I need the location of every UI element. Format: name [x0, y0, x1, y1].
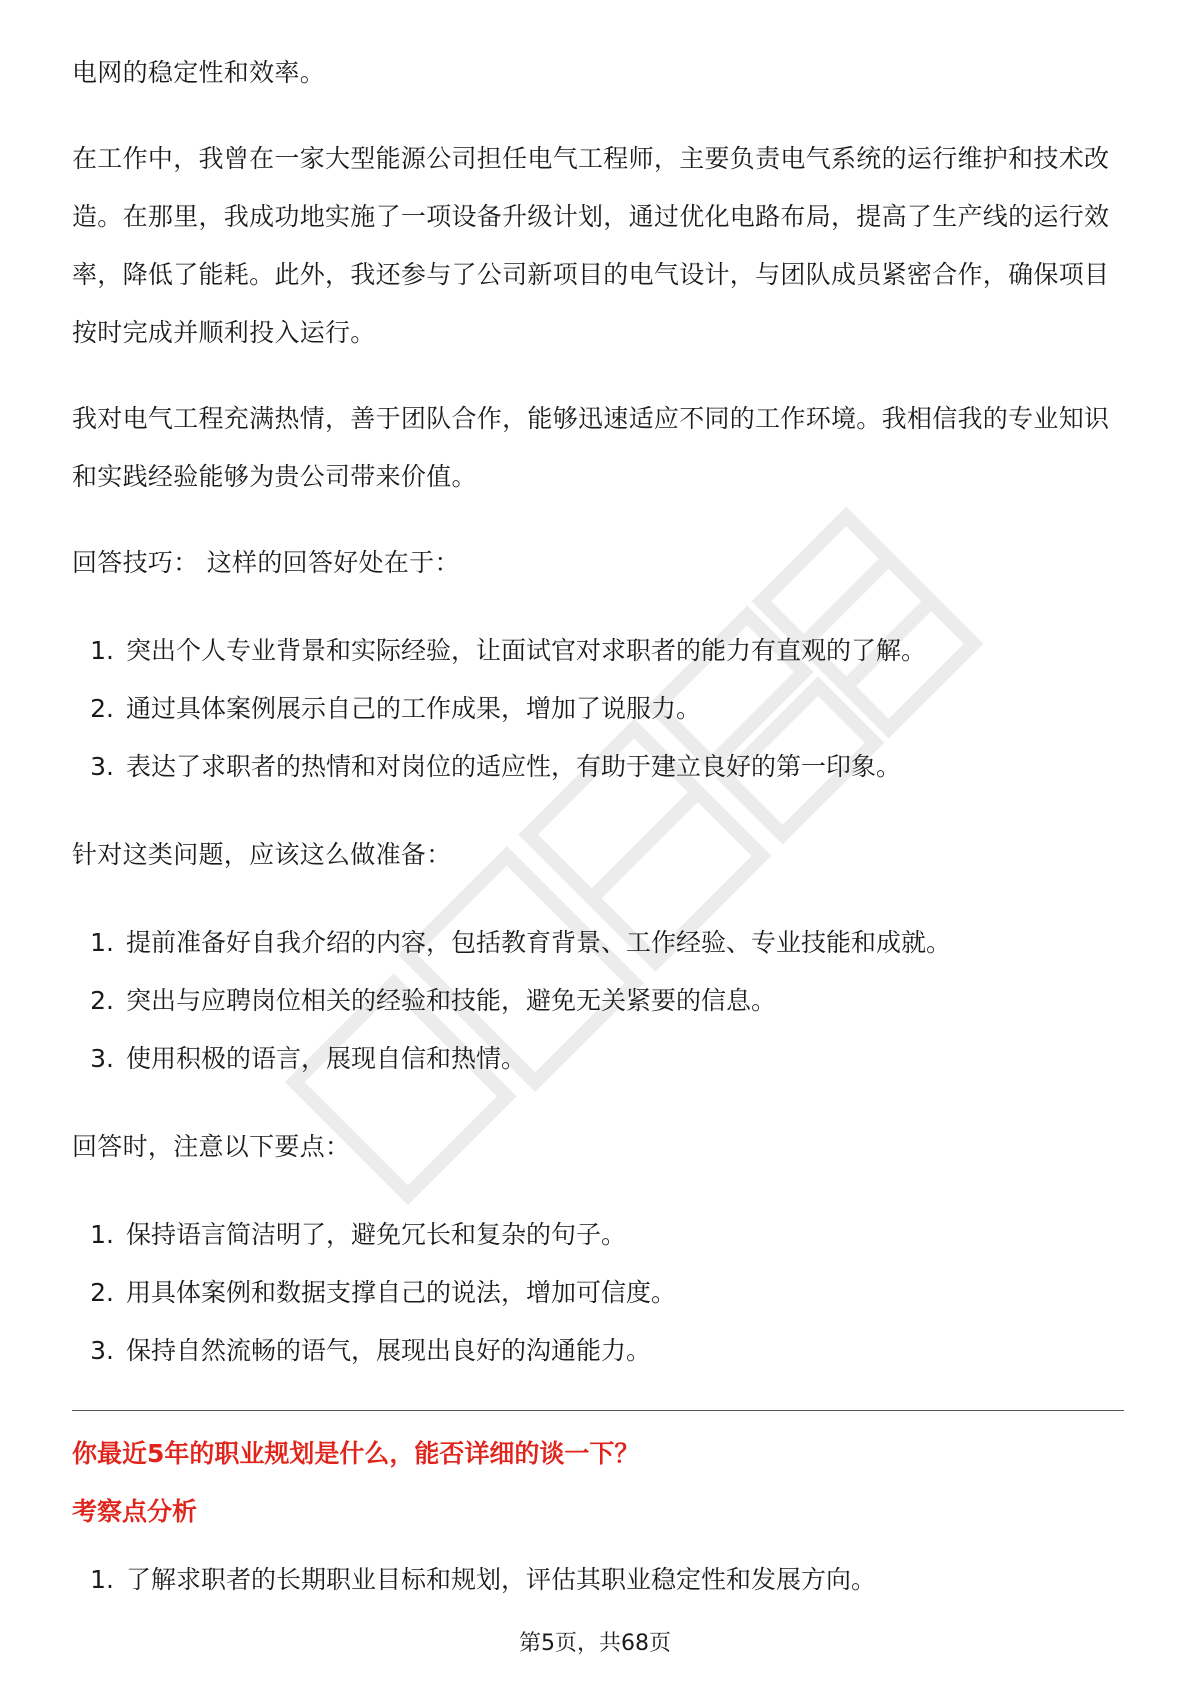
- paragraph-work-experience: 在工作中，我曾在一家大型能源公司担任电气工程师，主要负责电气系统的运行维护和技术改造。在那里，我成功地实施了一项设备升级计划，通过优化电路布局，提高了生产线的运行效率，降低了能耗。此外，我还参与了公司新项目的电气设计，与团队成员紧密合作，确保项目按时完成并顺利投入运行。: [72, 144, 1110, 347]
- list-text: 保持自然流畅的语气，展现出良好的沟通能力。: [126, 1336, 652, 1365]
- list-item: [72, 972, 1124, 1030]
- prep-list: [72, 914, 1124, 1088]
- list-text: 提前准备好自我介绍的内容，包括教育背景、工作经验、专业技能和成就。: [126, 928, 952, 957]
- points-list: [72, 1206, 1124, 1380]
- paragraph-continued: 电网的稳定性和效率。: [72, 58, 326, 87]
- prep-heading: 针对这类问题，应该这么做准备：: [72, 840, 452, 869]
- list-item: [72, 1322, 1124, 1380]
- list-item: [72, 738, 1124, 796]
- list-number: 3.: [90, 1336, 114, 1365]
- list-number: 1.: [90, 928, 114, 957]
- list-number: 2.: [90, 1278, 114, 1307]
- document-body: [72, 44, 1124, 1639]
- list-number: 2.: [90, 694, 114, 723]
- page-number: 第5页，共68页: [519, 1631, 671, 1656]
- list-text: 突出与应聘岗位相关的经验和技能，避免无关紧要的信息。: [126, 986, 777, 1015]
- list-item: [72, 914, 1124, 972]
- list-text: 了解求职者的长期职业目标和规划，评估其职业稳定性和发展方向。: [126, 1565, 877, 1594]
- list-number: 1.: [90, 636, 114, 665]
- list-number: 3.: [90, 752, 114, 781]
- list-item: [72, 622, 1124, 680]
- list-text: 使用积极的语言，展现自信和热情。: [126, 1044, 527, 1073]
- list-number: 3.: [90, 1044, 114, 1073]
- analysis-list: [72, 1551, 1124, 1609]
- list-item: [72, 680, 1124, 738]
- list-number: 1.: [90, 1220, 114, 1249]
- list-number: 2.: [90, 986, 114, 1015]
- points-heading: 回答时，注意以下要点：: [72, 1132, 351, 1161]
- analysis-heading: 考察点分析: [72, 1497, 198, 1526]
- list-item: [72, 1551, 1124, 1609]
- section-divider: [72, 1410, 1124, 1411]
- list-text: 通过具体案例展示自己的工作成果，增加了说服力。: [126, 694, 702, 723]
- tips-heading: 回答技巧： 这样的回答好处在于：: [72, 548, 460, 577]
- list-text: 突出个人专业背景和实际经验，让面试官对求职者的能力有直观的了解。: [126, 636, 927, 665]
- list-text: 保持语言简洁明了，避免冗长和复杂的句子。: [126, 1220, 627, 1249]
- list-item: [72, 1264, 1124, 1322]
- list-item: [72, 1030, 1124, 1088]
- list-number: 1.: [90, 1565, 114, 1594]
- list-text: 表达了求职者的热情和对岗位的适应性，有助于建立良好的第一印象。: [126, 752, 902, 781]
- list-text: 用具体案例和数据支撑自己的说法，增加可信度。: [126, 1278, 677, 1307]
- list-item: [72, 1206, 1124, 1264]
- question-title: 你最近5年的职业规划是什么，能否详细的谈一下？: [72, 1439, 640, 1468]
- paragraph-passion: 我对电气工程充满热情，善于团队合作，能够迅速适应不同的工作环境。我相信我的专业知识和实践经验能够为贵公司带来价值。: [72, 404, 1110, 491]
- tips-list: [72, 622, 1124, 796]
